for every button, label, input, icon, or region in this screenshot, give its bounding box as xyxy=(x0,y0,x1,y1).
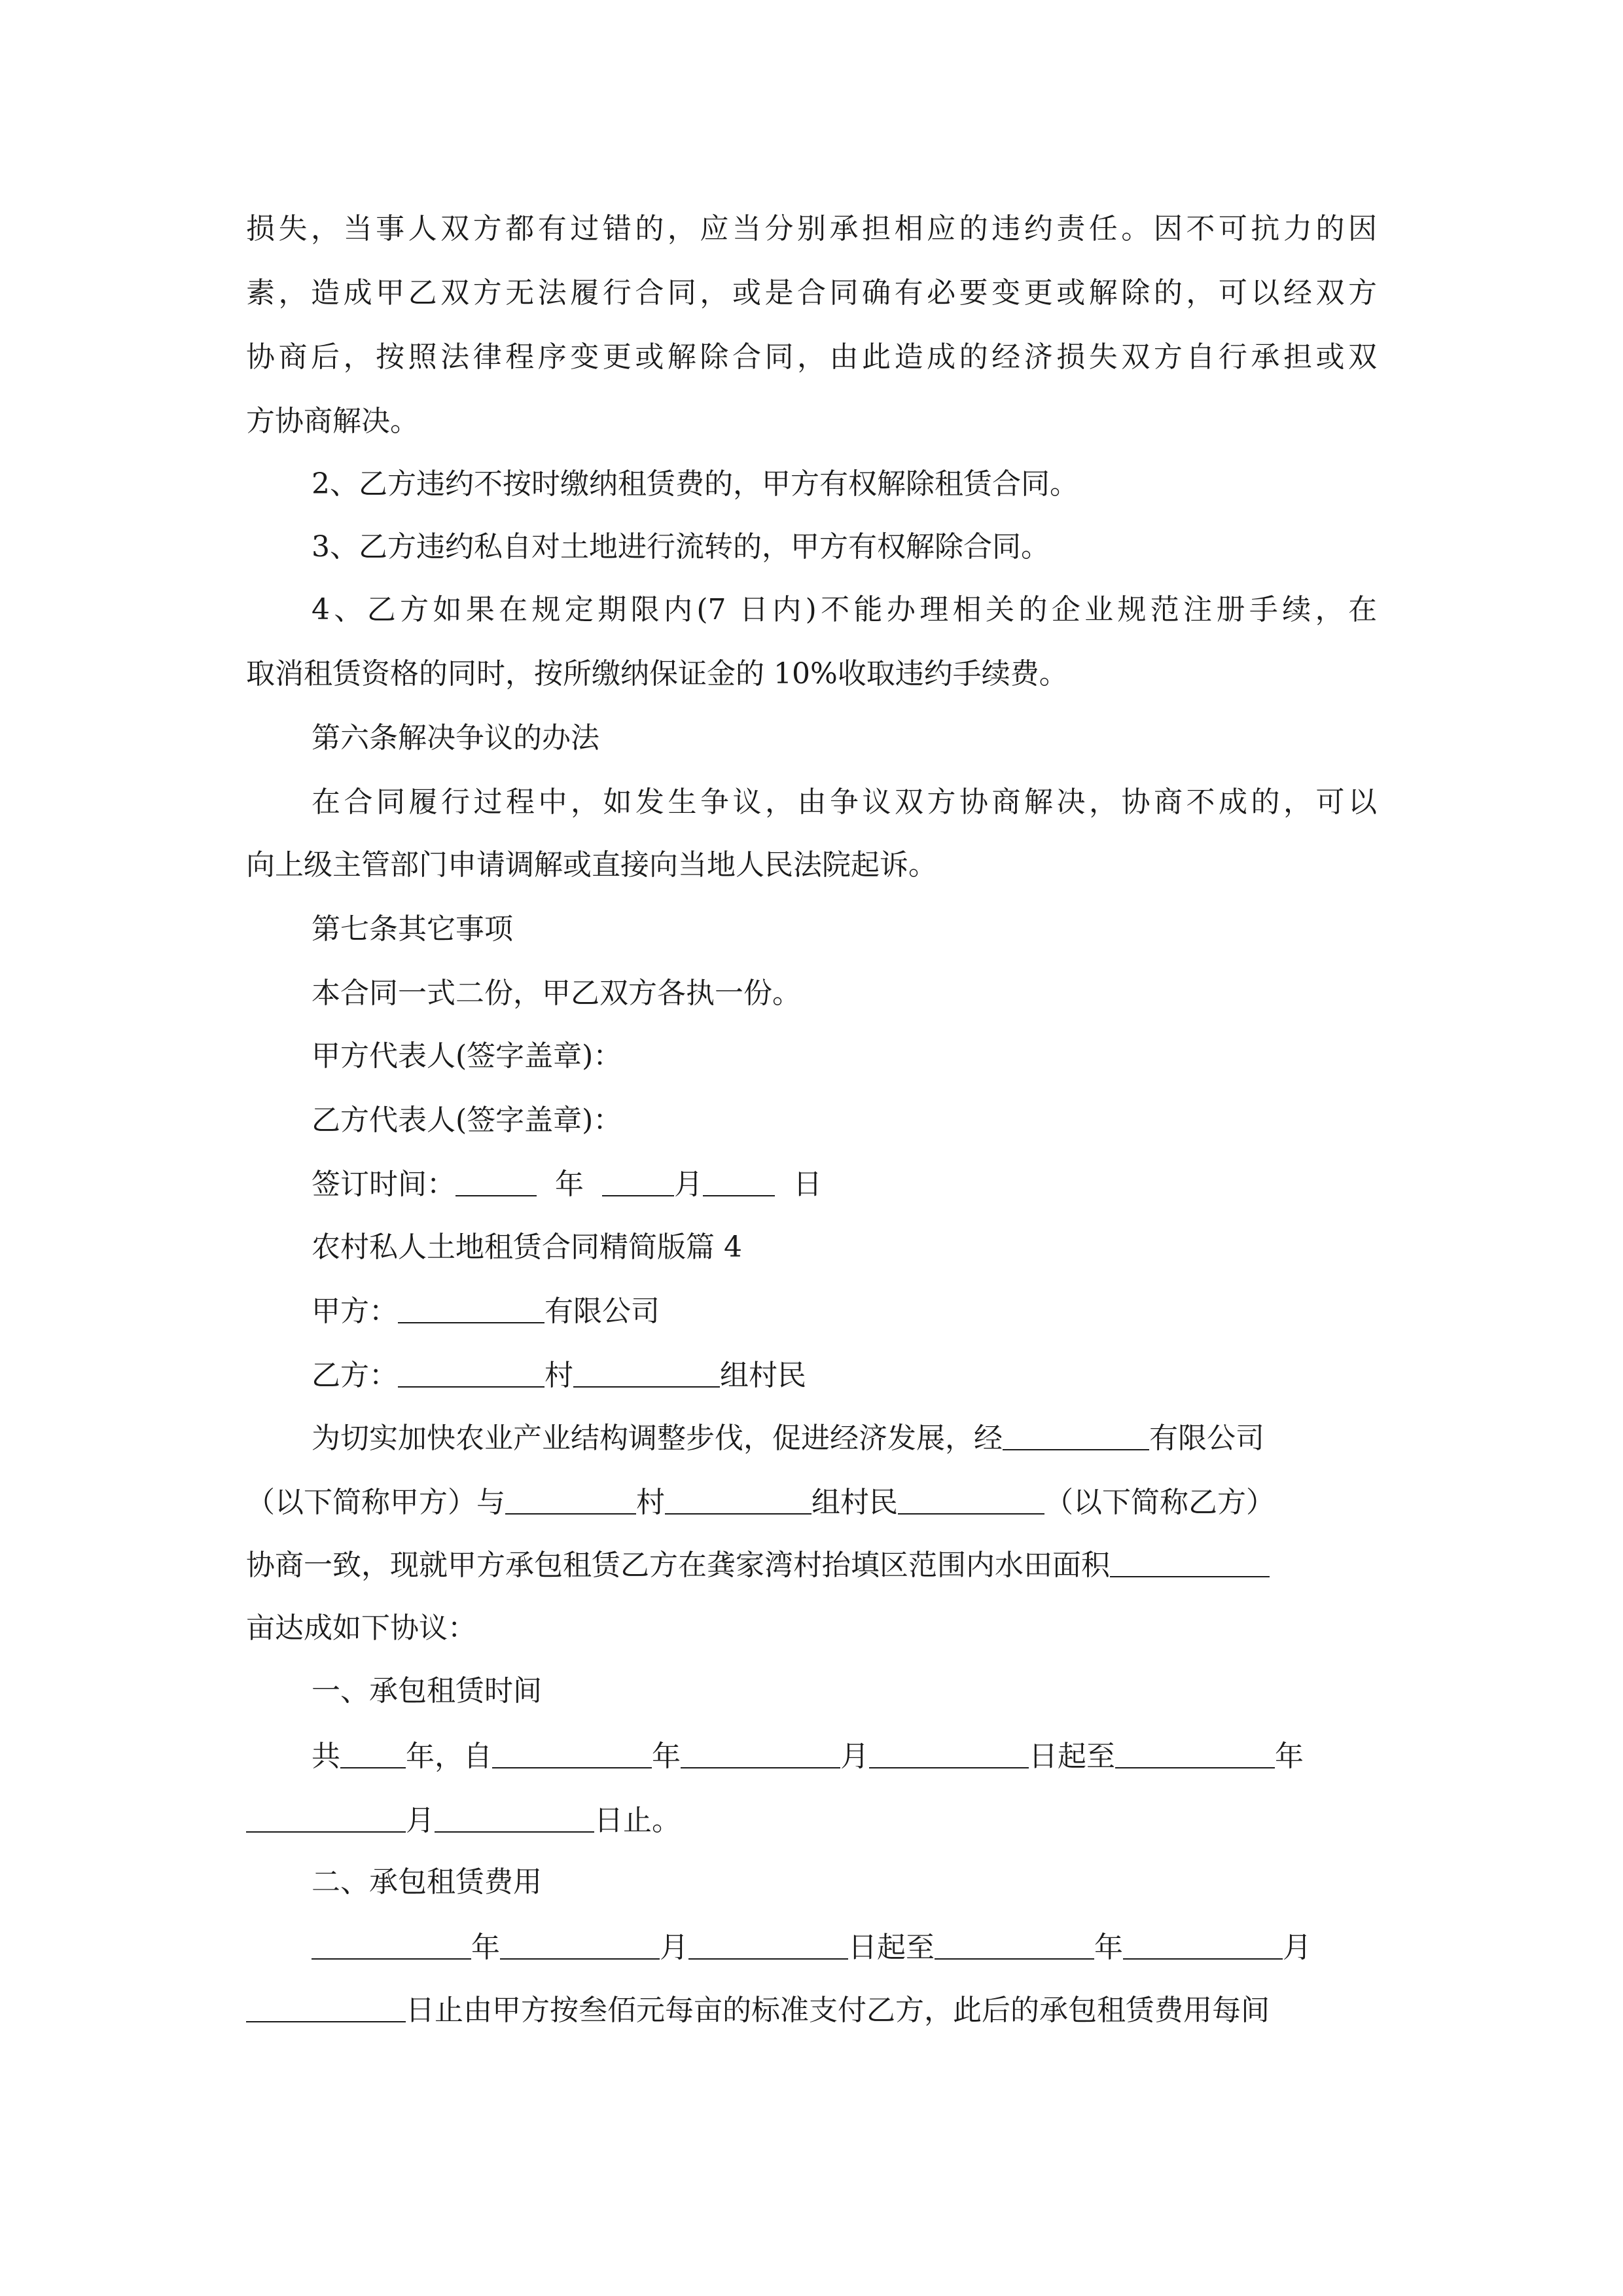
fee-text: 日起至 xyxy=(848,1931,935,1964)
intro-line-3 xyxy=(246,1550,1270,1580)
section-2-title: 二、承包租赁费用 xyxy=(312,1865,542,1899)
village-label: 村 xyxy=(544,1359,573,1392)
group-blank[interactable] xyxy=(665,1487,812,1515)
clause-item-4-line: 4、乙方如果在规定期限内(7 日内)不能办理相关的企业规范注册手续，在 xyxy=(312,593,1377,626)
party-a-line xyxy=(312,1296,660,1326)
end-year-blank[interactable] xyxy=(1115,1741,1275,1768)
clause-item-2: 2、乙方违约不按时缴纳租赁费的，甲方有权解除租赁合同。 xyxy=(312,467,1079,501)
day-blank[interactable] xyxy=(703,1169,775,1196)
lease-period-line-2 xyxy=(246,1805,681,1835)
period-text: 年 xyxy=(652,1740,681,1773)
start-month-blank[interactable] xyxy=(681,1741,840,1768)
party-a-label: 甲方： xyxy=(312,1295,398,1328)
period-text: 日止。 xyxy=(594,1804,681,1837)
start-year-blank[interactable] xyxy=(492,1741,652,1768)
month-label: 月 xyxy=(673,1168,703,1201)
intro-line-4: 亩达成如下协议： xyxy=(246,1611,476,1645)
period-text: 月 xyxy=(406,1804,435,1837)
period-text: 日起至 xyxy=(1029,1740,1115,1773)
period-text: 年 xyxy=(1275,1740,1304,1773)
end-month-blank[interactable] xyxy=(246,1805,406,1833)
intro-text: （以下简称乙方） xyxy=(1044,1486,1275,1519)
end-day-blank[interactable] xyxy=(435,1805,594,1833)
period-text: 共 xyxy=(312,1740,340,1773)
fee-end-year-blank[interactable] xyxy=(935,1932,1094,1960)
fee-text: 月 xyxy=(1283,1931,1311,1964)
village-blank[interactable] xyxy=(505,1487,636,1515)
article-6-line: 在合同履行过程中，如发生争议，由争议双方协商解决，协商不成的，可以 xyxy=(312,785,1377,819)
intro-text: 有限公司 xyxy=(1149,1422,1264,1455)
area-blank[interactable] xyxy=(1110,1550,1270,1577)
start-day-blank[interactable] xyxy=(869,1741,1029,1768)
fee-start-year-blank[interactable] xyxy=(312,1932,471,1960)
copies-statement: 本合同一式二份，甲乙双方各执一份。 xyxy=(312,977,801,1010)
company-blank[interactable] xyxy=(1003,1423,1149,1450)
paragraph-line: 损失，当事人双方都有过错的，应当分别承担相应的违约责任。因不可抗力的因 xyxy=(246,212,1377,245)
year-label: 年 xyxy=(554,1168,584,1201)
signing-date-label: 签订时间： xyxy=(312,1168,455,1201)
intro-text: 协商一致，现就甲方承包租赁乙方在龚家湾村抬填区范围内水田面积 xyxy=(246,1549,1110,1582)
period-text: 年，自 xyxy=(406,1740,492,1773)
party-b-line xyxy=(312,1360,806,1390)
village-blank[interactable] xyxy=(398,1360,544,1388)
group-villager-label: 组村民 xyxy=(720,1359,806,1392)
party-a-name-blank[interactable] xyxy=(398,1296,544,1323)
paragraph-line: 素，造成甲乙双方无法履行合同，或是合同确有必要变更或解除的，可以经双方 xyxy=(246,276,1377,310)
party-a-representative: 甲方代表人(签字盖章)： xyxy=(312,1039,622,1073)
villager-name-blank[interactable] xyxy=(898,1487,1044,1515)
fee-text: 月 xyxy=(660,1931,688,1964)
paragraph-line: 协商后，按照法律程序变更或解除合同，由此造成的经济损失双方自行承担或双 xyxy=(246,340,1377,374)
years-count-blank[interactable] xyxy=(340,1741,406,1768)
article-6-title: 第六条解决争议的办法 xyxy=(312,721,599,755)
month-blank[interactable] xyxy=(602,1169,674,1196)
intro-text: 村 xyxy=(636,1486,665,1519)
party-a-suffix: 有限公司 xyxy=(544,1295,660,1328)
article-6-line: 向上级主管部门申请调解或直接向当地人民法院起诉。 xyxy=(246,848,937,882)
article-7-title: 第七条其它事项 xyxy=(312,912,513,946)
fee-start-month-blank[interactable] xyxy=(500,1932,660,1960)
fee-text: 日止由甲方按叁佰元每亩的标准支付乙方，此后的承包租赁费用每间 xyxy=(406,1994,1270,2027)
lease-fee-line-2 xyxy=(246,1995,1270,2025)
group-blank[interactable] xyxy=(573,1360,720,1388)
period-text: 月 xyxy=(840,1740,869,1773)
contract-4-title: 农村私人土地租赁合同精简版篇 4 xyxy=(312,1230,742,1264)
fee-end-month-blank[interactable] xyxy=(1123,1932,1283,1960)
intro-line-2 xyxy=(246,1487,1275,1517)
intro-line-1 xyxy=(312,1423,1264,1453)
lease-fee-line-1 xyxy=(312,1932,1311,1962)
fee-text: 年 xyxy=(1094,1931,1123,1964)
intro-text: （以下简称甲方）与 xyxy=(246,1486,505,1519)
paragraph-line: 方协商解决。 xyxy=(246,404,419,438)
section-1-title: 一、承包租赁时间 xyxy=(312,1674,542,1708)
intro-text: 组村民 xyxy=(812,1486,898,1519)
lease-period-line-1 xyxy=(312,1741,1304,1771)
party-b-label: 乙方： xyxy=(312,1359,398,1392)
intro-text: 为切实加快农业产业结构调整步伐，促进经济发展，经 xyxy=(312,1422,1003,1455)
clause-item-3: 3、乙方违约私自对土地进行流转的，甲方有权解除合同。 xyxy=(312,530,1050,564)
year-blank[interactable] xyxy=(455,1169,537,1196)
fee-end-day-blank[interactable] xyxy=(246,1995,406,2022)
clause-item-4-line: 取消租赁资格的同时，按所缴纳保证金的 10%收取违约手续费。 xyxy=(246,657,1068,691)
fee-start-day-blank[interactable] xyxy=(688,1932,848,1960)
signing-date-line xyxy=(312,1169,822,1199)
party-b-representative: 乙方代表人(签字盖章)： xyxy=(312,1103,622,1137)
fee-text: 年 xyxy=(471,1931,500,1964)
day-label: 日 xyxy=(793,1168,822,1201)
